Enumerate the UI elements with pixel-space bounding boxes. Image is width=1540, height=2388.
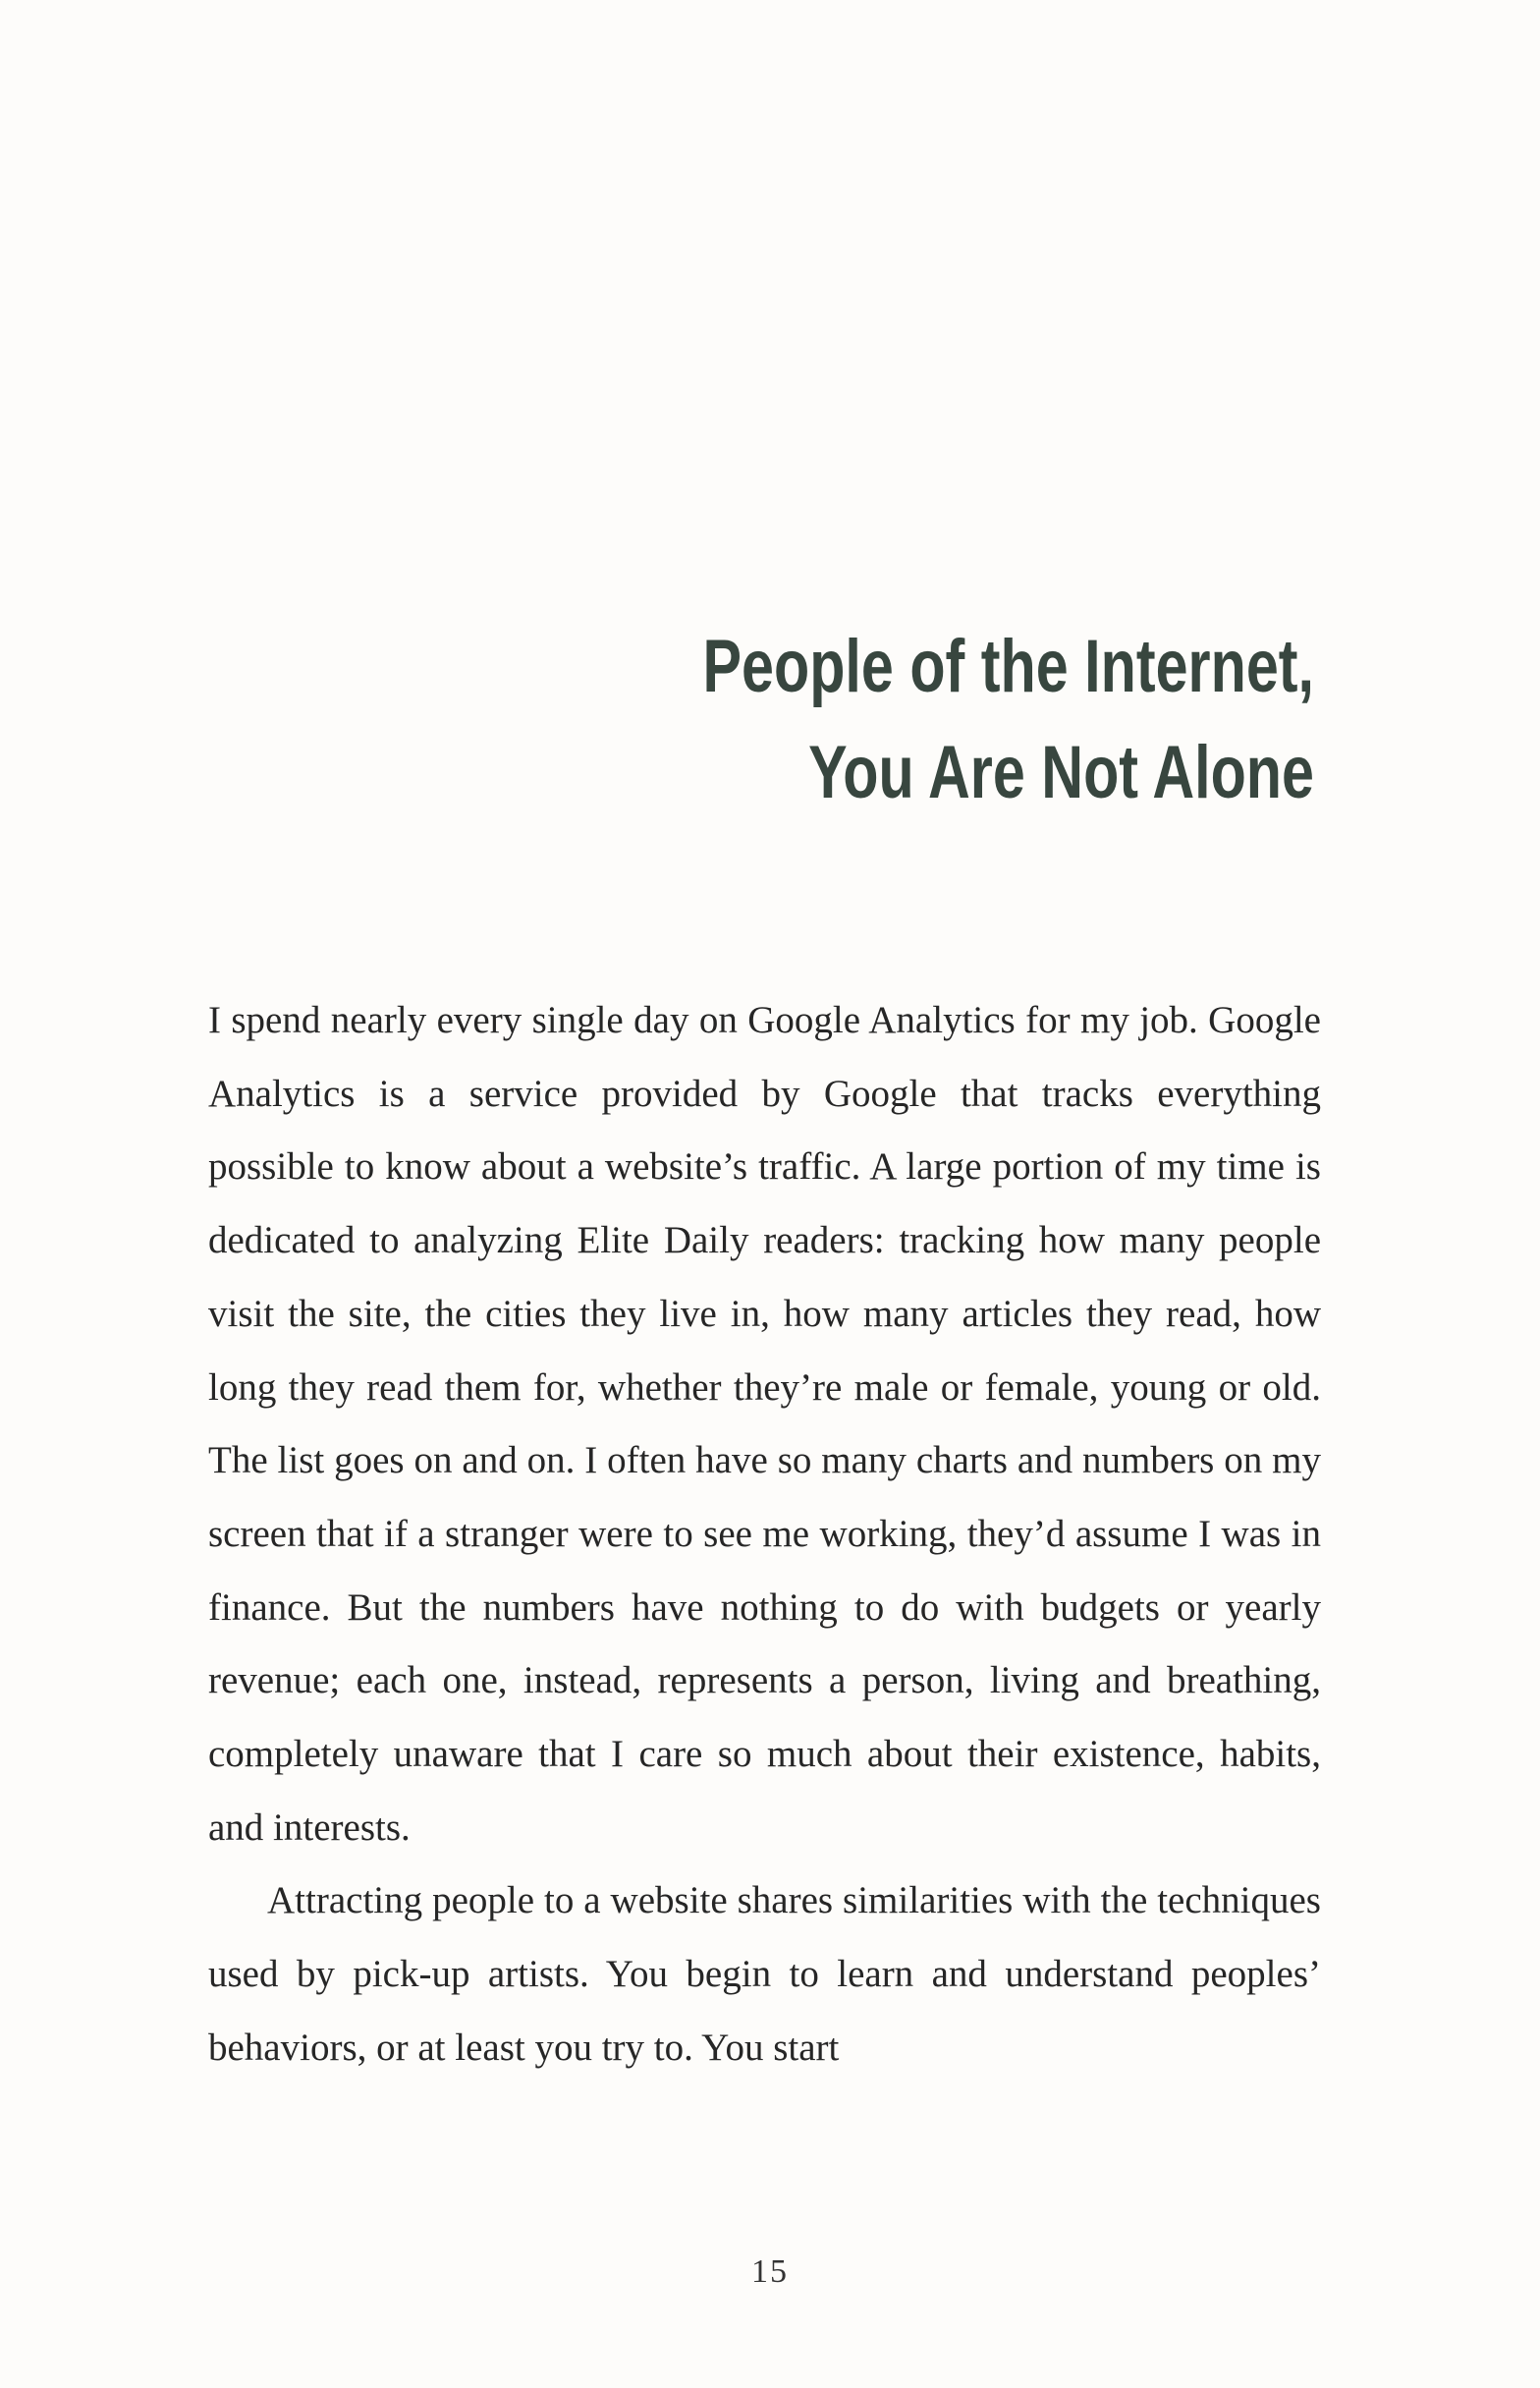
page-number: 15 [751,2253,789,2290]
chapter-title-line-1: People of the Internet, [702,625,1314,708]
chapter-title [548,614,1314,826]
paragraph: I spend nearly every single day on Google Analytics for my job. Google Analytics is a service provided by Google that tracks everything possible to know about a website’s traffic. A large portion of my time is dedicated to analyzing Elite Daily readers: tracking how many people visit the site, the cities they live in, how many articles they read, how long they read them for, whether they’re male or female, young or old. The list goes on and on. I often have so many charts and numbers on my screen that if a stranger were to see me working, they’d assume I was in finance. But the numbers have nothing to do with budgets or yearly revenue; each one, instead, represents a person, living and breathing, completely unaware that I care so much about their existence, habits, and interests. [208,999,1321,1849]
paragraph: Attracting people to a website shares similarities with the techniques used by pick-up artists. You begin to learn and understand peoples’ behaviors, or at least you try to. You start [208,1879,1321,2069]
chapter-title-line-2: You Are Not Alone [808,731,1314,814]
body-text [208,984,1321,2085]
